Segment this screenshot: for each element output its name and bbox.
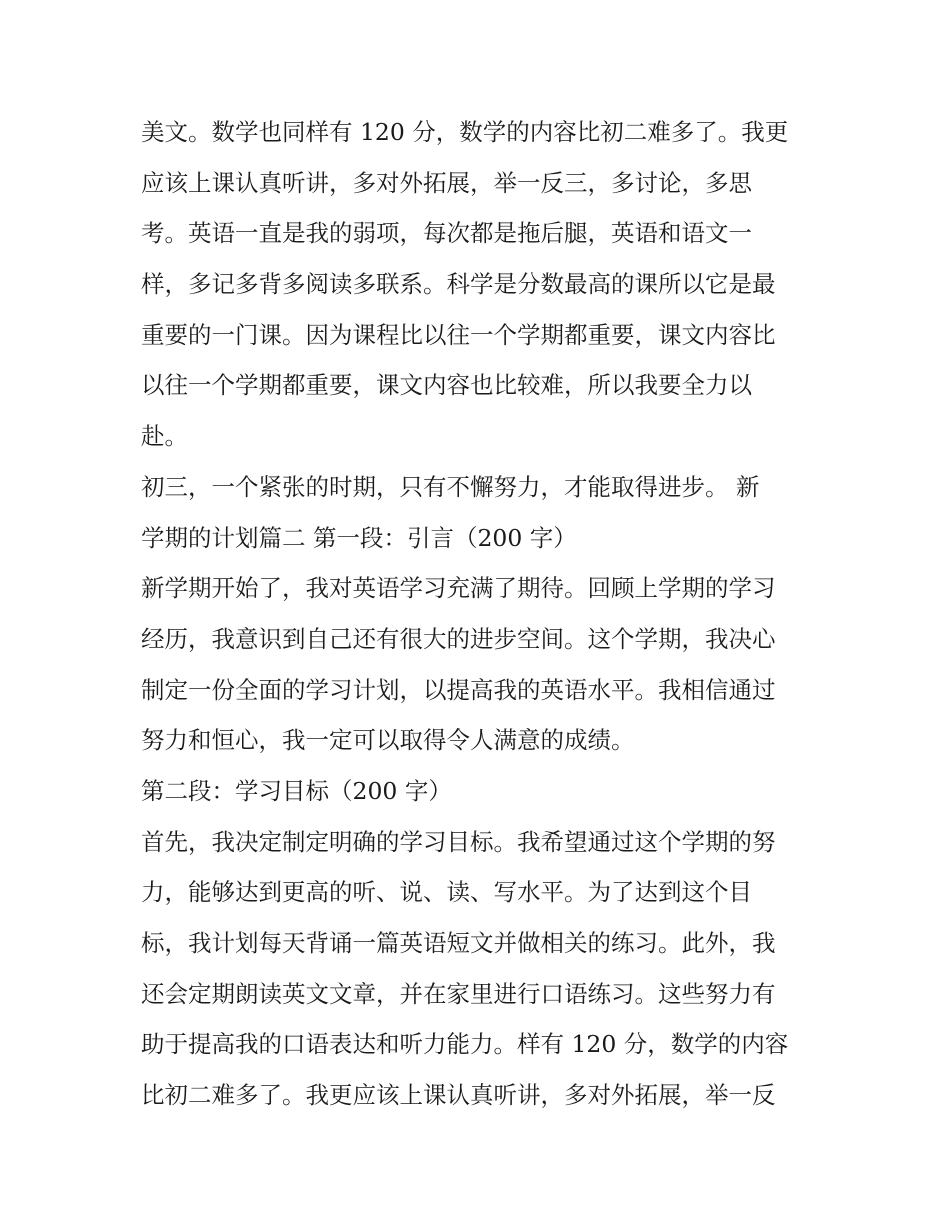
text-line-15: 首先，我决定制定明确的学习目标。我希望通过这个学期的努	[141, 827, 776, 856]
text-line-4: 样，多记多背多阅读多联系。科学是分数最高的课所以它是最	[141, 270, 776, 299]
text-line-14: 第二段：学习目标（200 字）	[141, 776, 452, 805]
text-line-10: 新学期开始了，我对英语学习充满了期待。回顾上学期的学习	[141, 574, 776, 603]
text-line-6: 以往一个学期都重要，课文内容也比较难，所以我要全力以	[141, 371, 752, 400]
text-line-3: 考。英语一直是我的弱项，每次都是拖后腿，英语和语文一	[141, 219, 752, 248]
text-line-9: 学期的计划篇二 第一段：引言（200 字）	[141, 523, 577, 552]
text-line-7: 赴。	[141, 422, 188, 451]
text-line-12: 制定一份全面的学习计划，以提高我的英语水平。我相信通过	[141, 675, 776, 704]
text-line-1: 美文。数学也同样有 120 分，数学的内容比初二难多了。我更	[141, 118, 789, 146]
text-line-11: 经历，我意识到自己还有很大的进步空间。这个学期，我决心	[141, 624, 776, 653]
text-line-13: 努力和恒心，我一定可以取得令人满意的成绩。	[141, 726, 635, 755]
text-line-17: 标，我计划每天背诵一篇英语短文并做相关的练习。此外，我	[141, 929, 776, 957]
text-line-16: 力，能够达到更高的听、说、读、写水平。为了达到这个目	[141, 878, 752, 907]
text-line-8: 初三，一个紧张的时期，只有不懈努力，才能取得进步。 新	[141, 472, 760, 501]
text-line-5: 重要的一门课。因为课程比以往一个学期都重要，课文内容比	[141, 320, 776, 349]
text-line-2: 应该上课认真听讲，多对外拓展，举一反三，多讨论，多思	[141, 168, 752, 197]
body-text	[141, 107, 821, 1121]
text-line-20: 比初二难多了。我更应该上课认真听讲，多对外拓展，举一反	[141, 1081, 776, 1110]
text-line-19: 助于提高我的口语表达和听力能力。样有 120 分，数学的内容	[141, 1030, 789, 1059]
text-line-18: 还会定期朗读英文文章，并在家里进行口语练习。这些努力有	[141, 979, 776, 1008]
